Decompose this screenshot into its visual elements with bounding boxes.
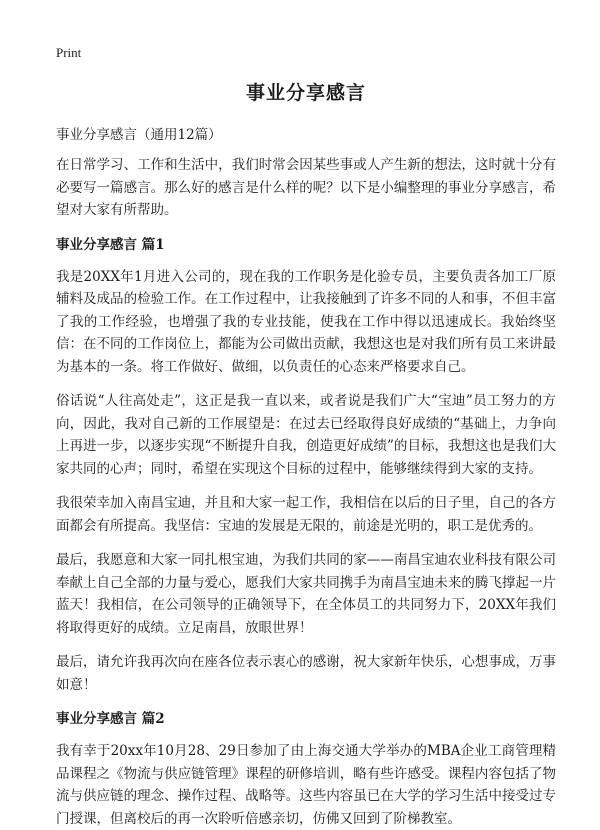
body-paragraph: 我是20XX年1月进入公司的，现在我的工作职务是化验专员，主要负责各加工厂原辅料及成品的检验工作。在工作过程中，让我接触到了许多不同的人和事，不但丰富了我的工作经验，也增强了我的专业技能，使我在工作中得以迅速成长。我始终坚信：在不同的工作岗位上，都能为公司做出贡献，我想这也是对我们所有员工来讲最为基本的一条。将工作做好、做细，以负责任的心态来严格要求自己。	[56, 268, 556, 375]
section-2	[56, 708, 556, 830]
section-heading: 事业分享感言 篇1	[56, 236, 165, 253]
print-link[interactable]: Print	[56, 45, 82, 60]
body-paragraph: 最后，请允许我再次向在座各位表示衷心的感谢，祝大家新年快乐，心想事成，万事如意！	[56, 654, 556, 693]
body-paragraph: 我有幸于20xx年10月28、29日参加了由上海交通大学举办的MBA企业工商管理精品课程之《物流与供应链管理》课程的研修培训，略有些许感受。课程内容包括了物流与供应链的理念、操作过程、战略等。这些内容虽已在大学的学习生活中接受过专门授课，但离校后的再一次聆听倍感亲切，仿佛又回到了阶梯教室。	[56, 743, 556, 827]
page-title: 事业分享感言	[245, 82, 366, 104]
body-paragraph: 俗话说“人往高处走”，这正是我一直以来，或者说是我们广大“宝迪”员工努力的方向，因此，我对自己新的工作展望是：在过去已经取得良好成绩的“基础上，力争向上再进一步，以逐步实现“不断提升自我，创造更好成绩”的目标，我想这也是我们大家共同的心声；同时，希望在实现这个目标的过程中，能够继续得到大家的支持。	[56, 393, 556, 477]
document-subtitle: 事业分享感言（通用12篇）	[56, 127, 222, 143]
section-1	[56, 234, 556, 697]
section-heading: 事业分享感言 篇2	[56, 711, 165, 727]
body-paragraph: 我很荣幸加入南昌宝迪，并且和大家一起工作，我相信在以后的日子里，自己的各方面都会有所提高。我坚信：宝迪的发展是无限的，前途是光明的，职工是优秀的。	[56, 495, 556, 534]
intro-paragraph: 在日常学习、工作和生活中，我们时常会因某些事或人产生新的想法，这时就十分有必要写一篇感言。那么好的感言是什么样的呢？以下是小编整理的事业分享感言，希望对大家有所帮助。	[56, 157, 556, 218]
body-paragraph: 最后，我愿意和大家一同扎根宝迪，为我们共同的家——南昌宝迪农业科技有限公司奉献上自己全部的力量与爱心，愿我们大家共同携手为南昌宝迪未来的腾飞撑起一片蓝天！我相信，在公司领导的正确领导下，在全体员工的共同努力下，20XX年我们将取得更好的成绩。立足南昌，放眼世界！	[56, 552, 556, 636]
